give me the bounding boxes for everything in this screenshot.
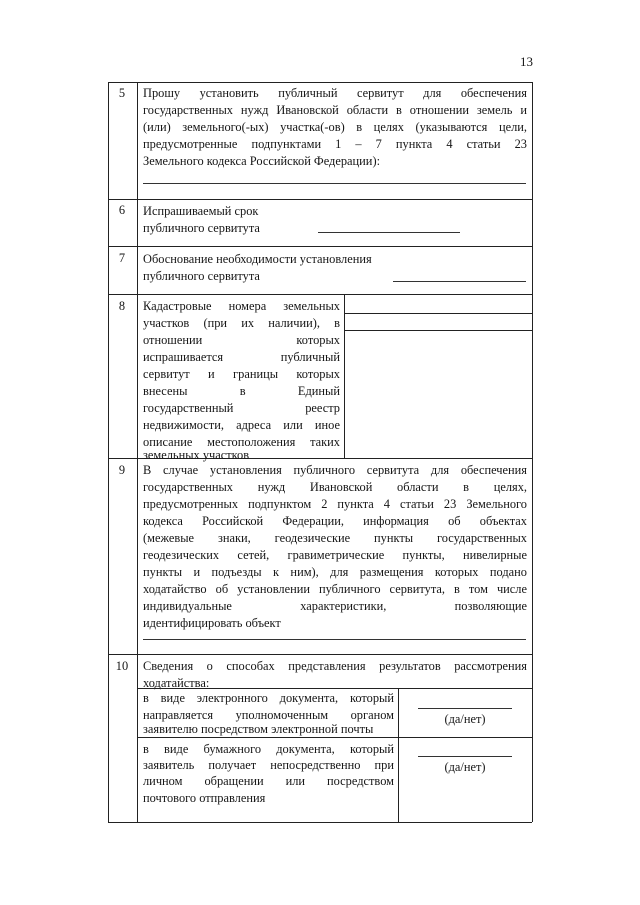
row-5-line: предусмотренные подпунктами 1 – 7 пункта 4 статьи 23: [143, 137, 527, 151]
row-6-fill-line: [318, 232, 460, 233]
table-bottom-border: [108, 822, 532, 823]
row-10-options-top: [137, 688, 532, 689]
row-number: 10: [115, 659, 129, 673]
option-electronic-answer-hint: (да/нет): [444, 712, 486, 726]
table-left-border: [108, 82, 109, 822]
row-number: 9: [118, 463, 126, 477]
row-9-line: пункты и подъезды к ним), для размещения которых подано: [143, 565, 527, 579]
row-8-line: Кадастровые номера земельных: [143, 299, 340, 313]
row-7-line: публичного сервитута: [143, 269, 260, 283]
row-5-fill-line: [143, 183, 526, 184]
table-right-border: [532, 82, 533, 822]
option-paper-line: почтового отправления: [143, 791, 266, 805]
row-divider-6-7: [108, 246, 532, 247]
row-9-line: ходатайство об установлении публичного сервитута, в том числе: [143, 582, 527, 596]
option-paper-line: в виде бумажного документа, который: [143, 742, 394, 756]
row-8-subline: [344, 330, 532, 331]
row-5-line: (или) земельного(-ых) участка(-ов) в целях (указываются цели,: [143, 120, 527, 134]
row-8-line: государственный реестр: [143, 401, 340, 415]
row-8-line: испрашивается публичный: [143, 350, 340, 364]
option-electronic-line: направляется уполномоченным органом: [143, 708, 394, 722]
row-6-line: публичного сервитута: [143, 221, 260, 235]
row-number: 8: [118, 299, 126, 313]
option-paper-answer-line: [418, 756, 512, 757]
row-5-line: Прошу установить публичный сервитут для обеспечения: [143, 86, 527, 100]
number-column-divider: [137, 82, 138, 822]
row-9-line: кодекса Российской Федерации, информация об объектах: [143, 514, 527, 528]
page-number: 13: [520, 54, 533, 69]
row-7-fill-line: [393, 281, 526, 282]
row-10-heading-line: ходатайства:: [143, 676, 210, 690]
option-electronic-line: в виде электронного документа, который: [143, 691, 394, 705]
row-number: 7: [118, 251, 126, 265]
row-8-line: описание местоположения таких: [143, 435, 340, 449]
row-9-line: государственных нужд Ивановской области в целях,: [143, 480, 527, 494]
option-paper-answer-hint: (да/нет): [444, 760, 486, 774]
row-8-subline: [344, 313, 532, 314]
row-8-inner-divider: [344, 294, 345, 458]
row-9-line: идентифицировать объект: [143, 616, 281, 630]
row-8-line: отношении которых: [143, 333, 340, 347]
option-paper-line: личном обращении или посредством: [143, 774, 394, 788]
row-9-line: В случае установления публичного сервитута для обеспечения: [143, 463, 527, 477]
row-8-line: участков (при их наличии), в: [143, 316, 340, 330]
row-divider-7-8: [108, 294, 532, 295]
row-divider-9-10: [108, 654, 532, 655]
row-9-line: предусмотренных подпунктом 2 пункта 4 статьи 23 Земельного: [143, 497, 527, 511]
row-5-line: государственных нужд Ивановской области в отношении земель и: [143, 103, 527, 117]
row-divider-5-6: [108, 199, 532, 200]
row-9-line: индивидуальные характеристики, позволяющие: [143, 599, 527, 613]
option-electronic-line: заявителю посредством электронной почты: [143, 722, 374, 736]
row-10-answer-column-divider: [398, 688, 399, 822]
row-7-line: Обоснование необходимости установления: [143, 252, 372, 266]
row-6-line: Испрашиваемый срок: [143, 204, 259, 218]
row-number: 6: [118, 203, 126, 217]
table-top-border: [108, 82, 532, 83]
row-8-line: недвижимости, адреса или иное: [143, 418, 340, 432]
row-8-line: внесены в Единый: [143, 384, 340, 398]
row-9-line: (межевые знаки, геодезические пункты государственных: [143, 531, 527, 545]
option-electronic-answer-line: [418, 708, 512, 709]
row-8-line: сервитут и границы которых: [143, 367, 340, 381]
row-number: 5: [118, 86, 126, 100]
option-paper-line: заявитель получает непосредственно при: [143, 758, 394, 772]
row-10-heading-line: Сведения о способах представления результатов рассмотрения: [143, 659, 527, 673]
row-9-line: геодезических сетей, гравиметрические пункты, нивелирные: [143, 548, 527, 562]
row-9-fill-line: [143, 639, 526, 640]
row-8-line: земельных участков: [143, 448, 250, 462]
row-5-line: Земельного кодекса Российской Федерации):: [143, 154, 381, 168]
